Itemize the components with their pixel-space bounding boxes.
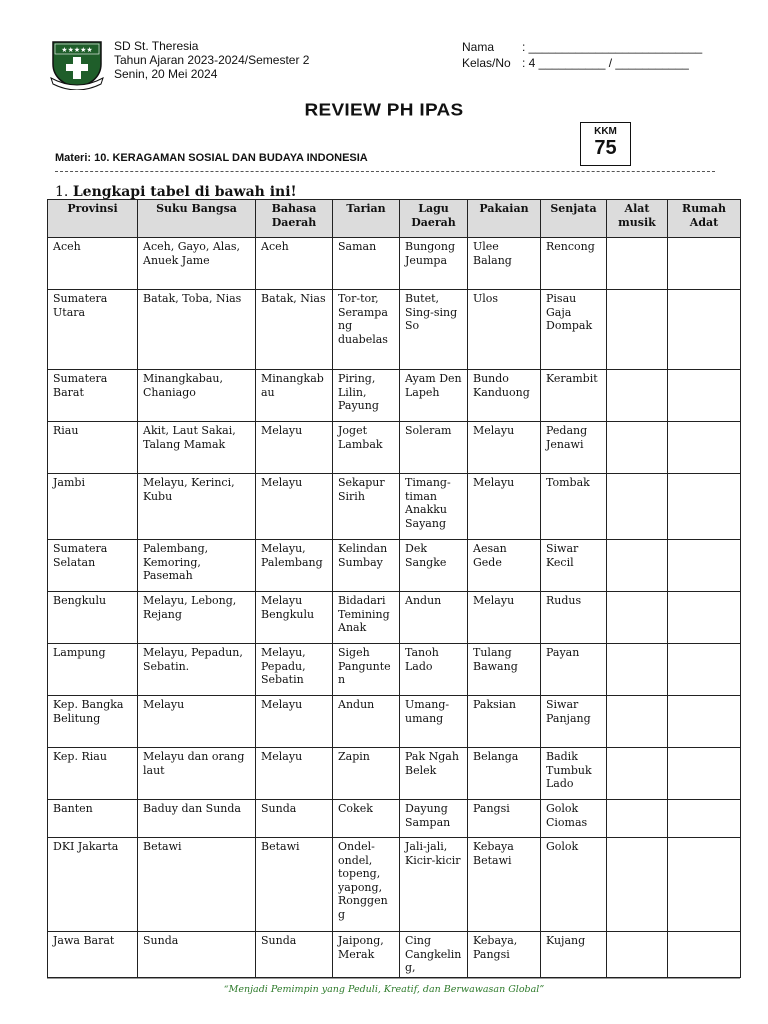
table-cell: Palembang, Kemoring, Pasemah	[138, 540, 256, 592]
table-body	[48, 238, 741, 978]
table-cell: Kebaya, Pangsi	[468, 932, 541, 978]
table-cell: Soleram	[400, 422, 468, 474]
table-cell: Sumatera Utara	[48, 290, 138, 370]
table-row	[48, 696, 741, 748]
answer-cell[interactable]	[668, 838, 741, 932]
table-cell: Bengkulu	[48, 592, 138, 644]
table-cell: Pangsi	[468, 800, 541, 838]
answer-cell[interactable]	[668, 474, 741, 540]
column-header: Lagu Daerah	[400, 200, 468, 238]
column-header: Tarian	[333, 200, 400, 238]
page-title: REVIEW PH IPAS	[304, 100, 464, 121]
table-row	[48, 540, 741, 592]
table-row	[48, 370, 741, 422]
table-cell: Aesan Gede	[468, 540, 541, 592]
table-cell: Melayu, Pepadun, Sebatin.	[138, 644, 256, 696]
column-header: Senjata	[541, 200, 607, 238]
table-cell: Siwar Panjang	[541, 696, 607, 748]
column-header: Suku Bangsa	[138, 200, 256, 238]
table-cell: Badik Tumbuk Lado	[541, 748, 607, 800]
table-cell: Melayu	[138, 696, 256, 748]
table-cell: Pisau Gaja Dompak	[541, 290, 607, 370]
table-cell: Siwar Kecil	[541, 540, 607, 592]
table-row	[48, 932, 741, 978]
answer-cell[interactable]	[668, 370, 741, 422]
table-cell: Batak, Toba, Nias	[138, 290, 256, 370]
table-cell: Tulang Bawang	[468, 644, 541, 696]
table-cell: Zapin	[333, 748, 400, 800]
answer-cell[interactable]	[607, 370, 668, 422]
table-cell: Melayu dan orang laut	[138, 748, 256, 800]
table-cell: Riau	[48, 422, 138, 474]
school-name: SD St. Theresia	[114, 39, 199, 53]
table-cell: Sunda	[256, 800, 333, 838]
table-cell: Melayu	[256, 748, 333, 800]
column-header: Rumah Adat	[668, 200, 741, 238]
table-cell: Sekapur Sirih	[333, 474, 400, 540]
answer-cell[interactable]	[607, 696, 668, 748]
table-cell: Lampung	[48, 644, 138, 696]
table-cell: Melayu Bengkulu	[256, 592, 333, 644]
table-row	[48, 592, 741, 644]
table-cell: Bungong Jeumpa	[400, 238, 468, 290]
footer-divider	[47, 978, 740, 979]
table-cell: Melayu, Kerinci, Kubu	[138, 474, 256, 540]
table-cell: Aceh	[256, 238, 333, 290]
instruction-text: Lengkapi tabel di bawah ini!	[72, 184, 297, 200]
school-info	[114, 39, 309, 81]
student-info	[462, 39, 702, 71]
table-cell: Melayu	[256, 696, 333, 748]
table-cell: Cing Cangkeling,	[400, 932, 468, 978]
table-row	[48, 290, 741, 370]
table-cell: Melayu	[468, 592, 541, 644]
answer-cell[interactable]	[668, 290, 741, 370]
school-logo	[49, 38, 105, 90]
table-cell: Belanga	[468, 748, 541, 800]
kkm-box	[580, 122, 631, 166]
answer-cell[interactable]	[607, 592, 668, 644]
table-cell: Melayu	[468, 474, 541, 540]
kkm-value: 75	[594, 137, 617, 159]
table-cell: Ulos	[468, 290, 541, 370]
table-cell: Sunda	[256, 932, 333, 978]
class-field: : 4 __________ / ___________	[522, 56, 689, 70]
table-cell: Kerambit	[541, 370, 607, 422]
table-row	[48, 238, 741, 290]
answer-cell[interactable]	[607, 422, 668, 474]
answer-cell[interactable]	[668, 748, 741, 800]
document-date: Senin, 20 Mei 2024	[114, 67, 218, 81]
table-cell: Tor-tor, Serampang duabelas	[333, 290, 400, 370]
table-cell: Dek Sangke	[400, 540, 468, 592]
table-cell: Saman	[333, 238, 400, 290]
table-cell: Sumatera Barat	[48, 370, 138, 422]
culture-table	[47, 199, 741, 978]
table-cell: Joget Lambak	[333, 422, 400, 474]
answer-cell[interactable]	[607, 474, 668, 540]
table-cell: Kep. Riau	[48, 748, 138, 800]
table-cell: Banten	[48, 800, 138, 838]
table-cell: Andun	[400, 592, 468, 644]
table-cell: Cokek	[333, 800, 400, 838]
table-cell: Kebaya Betawi	[468, 838, 541, 932]
table-cell: Rencong	[541, 238, 607, 290]
class-label: Kelas/No	[462, 56, 511, 70]
table-cell: Ondel-ondel, topeng, yapong, Ronggeng	[333, 838, 400, 932]
table-cell: Batak, Nias	[256, 290, 333, 370]
table-row	[48, 748, 741, 800]
table-cell: Betawi	[256, 838, 333, 932]
answer-cell[interactable]	[607, 932, 668, 978]
table-cell: Aceh	[48, 238, 138, 290]
table-cell: Sigeh Pangunten	[333, 644, 400, 696]
table-cell: Andun	[333, 696, 400, 748]
table-cell: Pak Ngah Belek	[400, 748, 468, 800]
table-cell: Umang-umang	[400, 696, 468, 748]
instruction-number: 1.	[55, 184, 69, 200]
table-cell: Rudus	[541, 592, 607, 644]
table-cell: Minangkabau	[256, 370, 333, 422]
table-cell: Akit, Laut Sakai, Talang Mamak	[138, 422, 256, 474]
table-cell: Golok	[541, 838, 607, 932]
table-cell: Butet, Sing-sing So	[400, 290, 468, 370]
table-cell: Payan	[541, 644, 607, 696]
table-cell: Pedang Jenawi	[541, 422, 607, 474]
table-header-row	[48, 200, 741, 238]
column-header: Alat musik	[607, 200, 668, 238]
name-field: : __________________________	[522, 40, 703, 54]
table-cell: Baduy dan Sunda	[138, 800, 256, 838]
answer-cell[interactable]	[607, 838, 668, 932]
answer-cell[interactable]	[607, 800, 668, 838]
table-cell: Jali-jali, Kicir-kicir	[400, 838, 468, 932]
table-cell: Melayu	[256, 422, 333, 474]
table-cell: Bundo Kanduong	[468, 370, 541, 422]
table-row	[48, 800, 741, 838]
answer-cell[interactable]	[607, 644, 668, 696]
name-label: Nama	[462, 40, 495, 54]
kkm-label: KKM	[594, 126, 617, 137]
answer-cell[interactable]	[607, 238, 668, 290]
table-cell: Kujang	[541, 932, 607, 978]
answer-cell[interactable]	[668, 540, 741, 592]
table-cell: Melayu, Palembang	[256, 540, 333, 592]
table-cell: Jaipong, Merak	[333, 932, 400, 978]
column-header: Pakaian	[468, 200, 541, 238]
table-cell: Bidadari Temining Anak	[333, 592, 400, 644]
school-year: Tahun Ajaran 2023-2024/Semester 2	[114, 53, 310, 67]
answer-cell[interactable]	[607, 290, 668, 370]
table-cell: Sumatera Selatan	[48, 540, 138, 592]
materi-heading: Materi: 10. KERAGAMAN SOSIAL DAN BUDAYA INDONESIA	[55, 152, 368, 164]
table-cell: Betawi	[138, 838, 256, 932]
table-row	[48, 422, 741, 474]
table-cell: Ulee Balang	[468, 238, 541, 290]
table-cell: Tombak	[541, 474, 607, 540]
divider	[55, 171, 715, 172]
table-cell: Dayung Sampan	[400, 800, 468, 838]
svg-text:★★★★★: ★★★★★	[61, 46, 93, 54]
answer-cell[interactable]	[668, 238, 741, 290]
table-cell: DKI Jakarta	[48, 838, 138, 932]
table-cell: Sunda	[138, 932, 256, 978]
column-header: Bahasa Daerah	[256, 200, 333, 238]
answer-cell[interactable]	[607, 540, 668, 592]
table-row	[48, 474, 741, 540]
table-cell: Ayam Den Lapeh	[400, 370, 468, 422]
table-cell: Jawa Barat	[48, 932, 138, 978]
footer-motto: “Menjadi Pemimpin yang Peduli, Kreatif, dan Berwawasan Global”	[223, 984, 545, 995]
table-cell: Minangkabau, Chaniago	[138, 370, 256, 422]
table-cell: Tanoh Lado	[400, 644, 468, 696]
column-header: Provinsi	[48, 200, 138, 238]
table-cell: Aceh, Gayo, Alas, Anuek Jame	[138, 238, 256, 290]
table-cell: Kep. Bangka Belitung	[48, 696, 138, 748]
instruction	[55, 184, 297, 200]
table-cell: Kelindan Sumbay	[333, 540, 400, 592]
table-cell: Piring, Lilin, Payung	[333, 370, 400, 422]
table-cell: Paksian	[468, 696, 541, 748]
table-cell: Melayu, Pepadu, Sebatin	[256, 644, 333, 696]
answer-cell[interactable]	[668, 800, 741, 838]
answer-cell[interactable]	[668, 422, 741, 474]
answer-cell[interactable]	[668, 592, 741, 644]
table-row	[48, 838, 741, 932]
answer-cell[interactable]	[668, 932, 741, 978]
table-cell: Melayu, Lebong, Rejang	[138, 592, 256, 644]
table-cell: Melayu	[468, 422, 541, 474]
table-cell: Melayu	[256, 474, 333, 540]
table-cell: Jambi	[48, 474, 138, 540]
table-row	[48, 644, 741, 696]
table-cell: Timang-timan Anakku Sayang	[400, 474, 468, 540]
answer-cell[interactable]	[668, 696, 741, 748]
table-cell: Golok Ciomas	[541, 800, 607, 838]
answer-cell[interactable]	[668, 644, 741, 696]
answer-cell[interactable]	[607, 748, 668, 800]
